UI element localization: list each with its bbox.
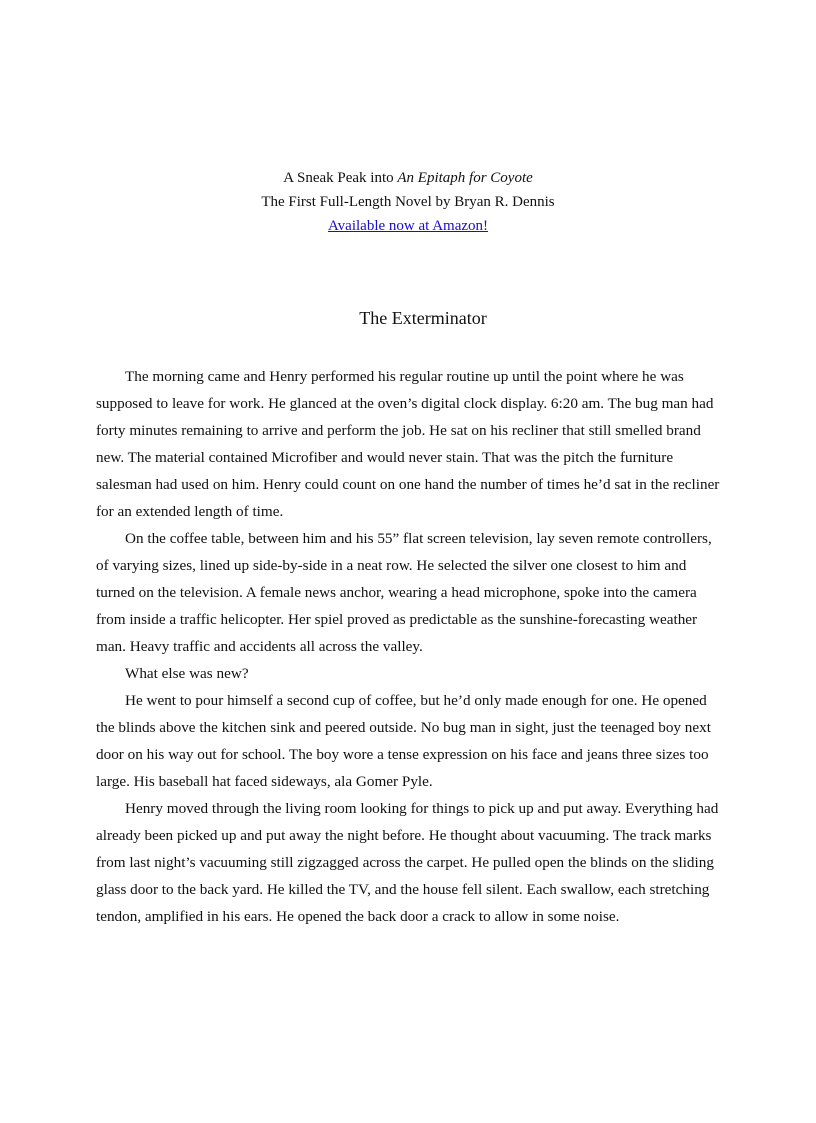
paragraph: The morning came and Henry performed his regular routine up until the point where he was supposed to leave for work. He glanced at the oven’s digital clock display. 6:20 am. The bug man had forty minutes remaining to arrive and perform the job. He sat on his recliner that still smelled brand new. The material contained Microfiber and would never stain. That was the pitch the furniture salesman had used on him. Henry could count on one hand the number of times he’d sat in the recliner for an extended length of time.: [96, 368, 720, 520]
paragraph: What else was new?: [125, 665, 249, 682]
paragraph: Henry moved through the living room looking for things to pick up and put away. Everything had already been picked up and put away the night before. He thought about vacuuming. The track marks from last night’s vacuuming still zigzagged across the carpet. He pulled open the blinds on the sliding glass door to the back yard. He killed the TV, and the house fell silent. Each swallow, each stretching tendon, amplified in his ears. He opened the back door a crack to allow in some noise.: [96, 800, 719, 925]
intro-line: [0, 166, 816, 190]
chapter-title: The Exterminator: [359, 308, 487, 328]
book-promo-header: [0, 166, 816, 238]
book-title: An Epitaph for Coyote: [397, 170, 533, 186]
intro-prefix: A Sneak Peak into: [283, 170, 398, 186]
byline: The First Full-Length Novel by Bryan R. Dennis: [261, 194, 555, 210]
chapter-body: [96, 363, 720, 930]
link-line: [0, 214, 816, 238]
amazon-link[interactable]: Available now at Amazon!: [327, 218, 489, 234]
paragraph: On the coffee table, between him and his 55” flat screen television, lay seven remote controllers, of varying sizes, lined up side-by-side in a neat row. He selected the silver one closest to him and turned on the television. A female news anchor, wearing a head microphone, spoke into the camera from inside a traffic helicopter. Her spiel proved as predictable as the sunshine-forecasting weather man. Heavy traffic and accidents all across the valley.: [96, 530, 712, 655]
paragraph: He went to pour himself a second cup of coffee, but he’d only made enough for one. He opened the blinds above the kitchen sink and peered outside. No bug man in sight, just the teenaged boy next door on his way out for school. The boy wore a tense expression on his face and jeans three sizes too large. His baseball hat faced sideways, ala Gomer Pyle.: [96, 692, 711, 790]
